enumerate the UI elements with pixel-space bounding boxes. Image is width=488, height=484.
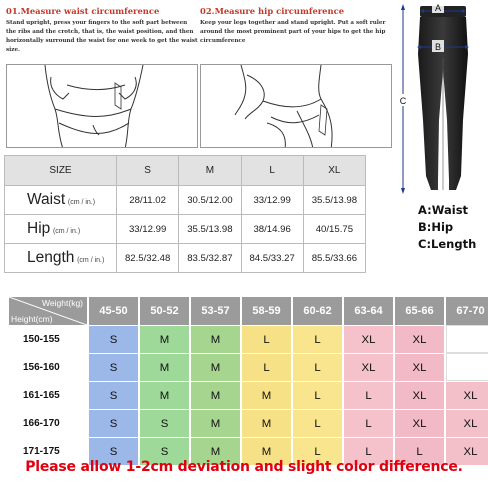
height-range-label: 166-170 [9,409,87,437]
size-value-cell: 35.5/13.98 [179,215,241,244]
row-label-unit: (cm / in.) [77,257,105,264]
waist-illustration [6,64,198,148]
legend-waist: A:Waist [418,203,469,217]
waist-instruction-panel [6,6,198,148]
size-recommendation-cell: XL [395,409,444,437]
size-header-cell: SIZE [5,156,117,186]
row-label-unit: (cm / in.) [52,228,81,235]
size-recommendation-cell: L [344,381,393,409]
size-row-waist [5,186,366,215]
size-header-cell: M [179,156,241,186]
disclaimer-text: Please allow 1-2cm deviation and slight color difference. [25,459,463,475]
weight-column-header: 67-70 [446,297,488,325]
size-recommendation-cell: S [89,409,138,437]
size-recommendation-cell: L [242,325,291,353]
size-value-cell: 85.5/33.66 [303,244,365,273]
weight-column-header: 60-62 [293,297,342,325]
height-range-label: 150-155 [9,325,87,353]
size-recommendation-cell: XL [344,353,393,381]
size-value-cell: 38/14.96 [241,215,303,244]
waist-instruction-text: Stand upright, press your fingers to the soft part between the ribs and the crotch, that is, the waist position, and then horizontally surround the waist for one week to get the waist size. [6,20,198,53]
size-recommendation-cell: XL [446,381,488,409]
size-recommendation-cell: M [140,353,189,381]
corner-weight-text: Weight [42,298,69,308]
weight-column-header: 45-50 [89,297,138,325]
height-range-label: 161-165 [9,381,87,409]
size-recommendation-cell: S [89,353,138,381]
size-recommendation-cell: M [191,325,240,353]
grid-row [9,325,482,353]
grid-row [9,409,482,437]
size-row-length [5,244,366,273]
weight-column-header: 53-57 [191,297,240,325]
size-header-cell: L [241,156,303,186]
waist-instruction-title: 01.Measure waist circumference [6,6,160,16]
row-label-unit: (cm / in.) [67,199,96,206]
waist-figure-icon [7,65,197,148]
size-recommendation-cell: S [89,437,138,465]
size-recommendation-cell: XL [446,437,488,465]
size-recommendation-cell: XL [395,353,444,381]
size-chart-table [4,155,366,273]
size-value-cell: 35.5/13.98 [303,186,365,215]
size-header-row [5,156,366,186]
size-recommendation-cell: S [140,409,189,437]
weight-column-header: 63-64 [344,297,393,325]
size-value-cell: 82.5/32.48 [117,244,179,273]
label-c: C [399,96,407,106]
size-recommendation-cell: XL [344,325,393,353]
leggings-icon [386,0,486,200]
weight-column-header: 50-52 [140,297,189,325]
measurement-legend [418,202,476,253]
size-value-cell: 33/12.99 [117,215,179,244]
size-recommendation-cell: XL [395,325,444,353]
size-recommendation-cell: L [293,409,342,437]
hip-illustration [200,64,392,148]
hip-instruction-title: 02.Measure hip circumference [200,6,345,16]
size-recommendation-cell: M [140,325,189,353]
corner-height-unit: (cm) [35,314,53,324]
size-recommendation-cell: M [242,409,291,437]
size-recommendation-cell: L [293,353,342,381]
size-recommendation-cell: M [191,353,240,381]
height-range-label: 171-175 [9,437,87,465]
row-label-text: Waist [27,191,66,208]
row-label-text: Length [27,249,75,266]
size-recommendation-cell: S [89,325,138,353]
size-recommendation-cell [446,325,488,353]
size-recommendation-cell: L [293,381,342,409]
size-value-cell: 84.5/33.27 [241,244,303,273]
size-header-cell: S [117,156,179,186]
size-recommendation-cell: L [344,409,393,437]
size-header-cell: XL [303,156,365,186]
label-b: B [434,42,442,52]
size-recommendation-cell: S [140,437,189,465]
weight-column-header: 65-66 [395,297,444,325]
size-value-cell: 30.5/12.00 [179,186,241,215]
size-recommendation-cell: S [89,381,138,409]
size-recommendation-cell: M [242,381,291,409]
grid-header-row [9,297,485,325]
corner-height-label [11,314,53,324]
weight-column-header: 58-59 [242,297,291,325]
size-value-cell: 28/11.02 [117,186,179,215]
grid-corner-cell [9,297,87,325]
weight-height-grid [9,297,485,465]
corner-weight-label [42,298,83,308]
size-recommendation-cell: M [191,409,240,437]
height-range-label: 156-160 [9,353,87,381]
size-recommendation-cell: L [395,437,444,465]
label-a: A [434,3,442,13]
legend-length: C:Length [418,237,477,251]
legend-hip: B:Hip [418,220,454,234]
size-value-cell: 40/15.75 [303,215,365,244]
corner-weight-unit: (kg) [68,298,83,308]
size-recommendation-cell: L [344,437,393,465]
row-label-text: Hip [27,220,51,237]
row-label [5,186,117,215]
size-recommendation-cell: M [242,437,291,465]
size-recommendation-cell: XL [395,381,444,409]
size-recommendation-cell: L [242,353,291,381]
grid-row [9,353,482,381]
hip-instruction-text: Keep your legs together and stand upright. Put a soft ruler around the most prominent part of your hips to get the hip circumference [200,20,386,44]
leggings-diagram [386,0,486,200]
size-row-hip [5,215,366,244]
hip-figure-icon [201,65,383,148]
size-value-cell: 83.5/32.87 [179,244,241,273]
size-value-cell: 33/12.99 [241,186,303,215]
size-recommendation-cell: M [191,381,240,409]
row-label [5,215,117,244]
grid-row [9,381,482,409]
size-recommendation-cell: L [293,437,342,465]
size-recommendation-cell: L [293,325,342,353]
size-recommendation-cell [446,353,488,381]
row-label [5,244,117,273]
hip-instruction-panel [200,6,392,148]
corner-height-text: Height [11,314,36,324]
size-recommendation-cell: XL [446,409,488,437]
size-recommendation-cell: M [191,437,240,465]
size-recommendation-cell: M [140,381,189,409]
